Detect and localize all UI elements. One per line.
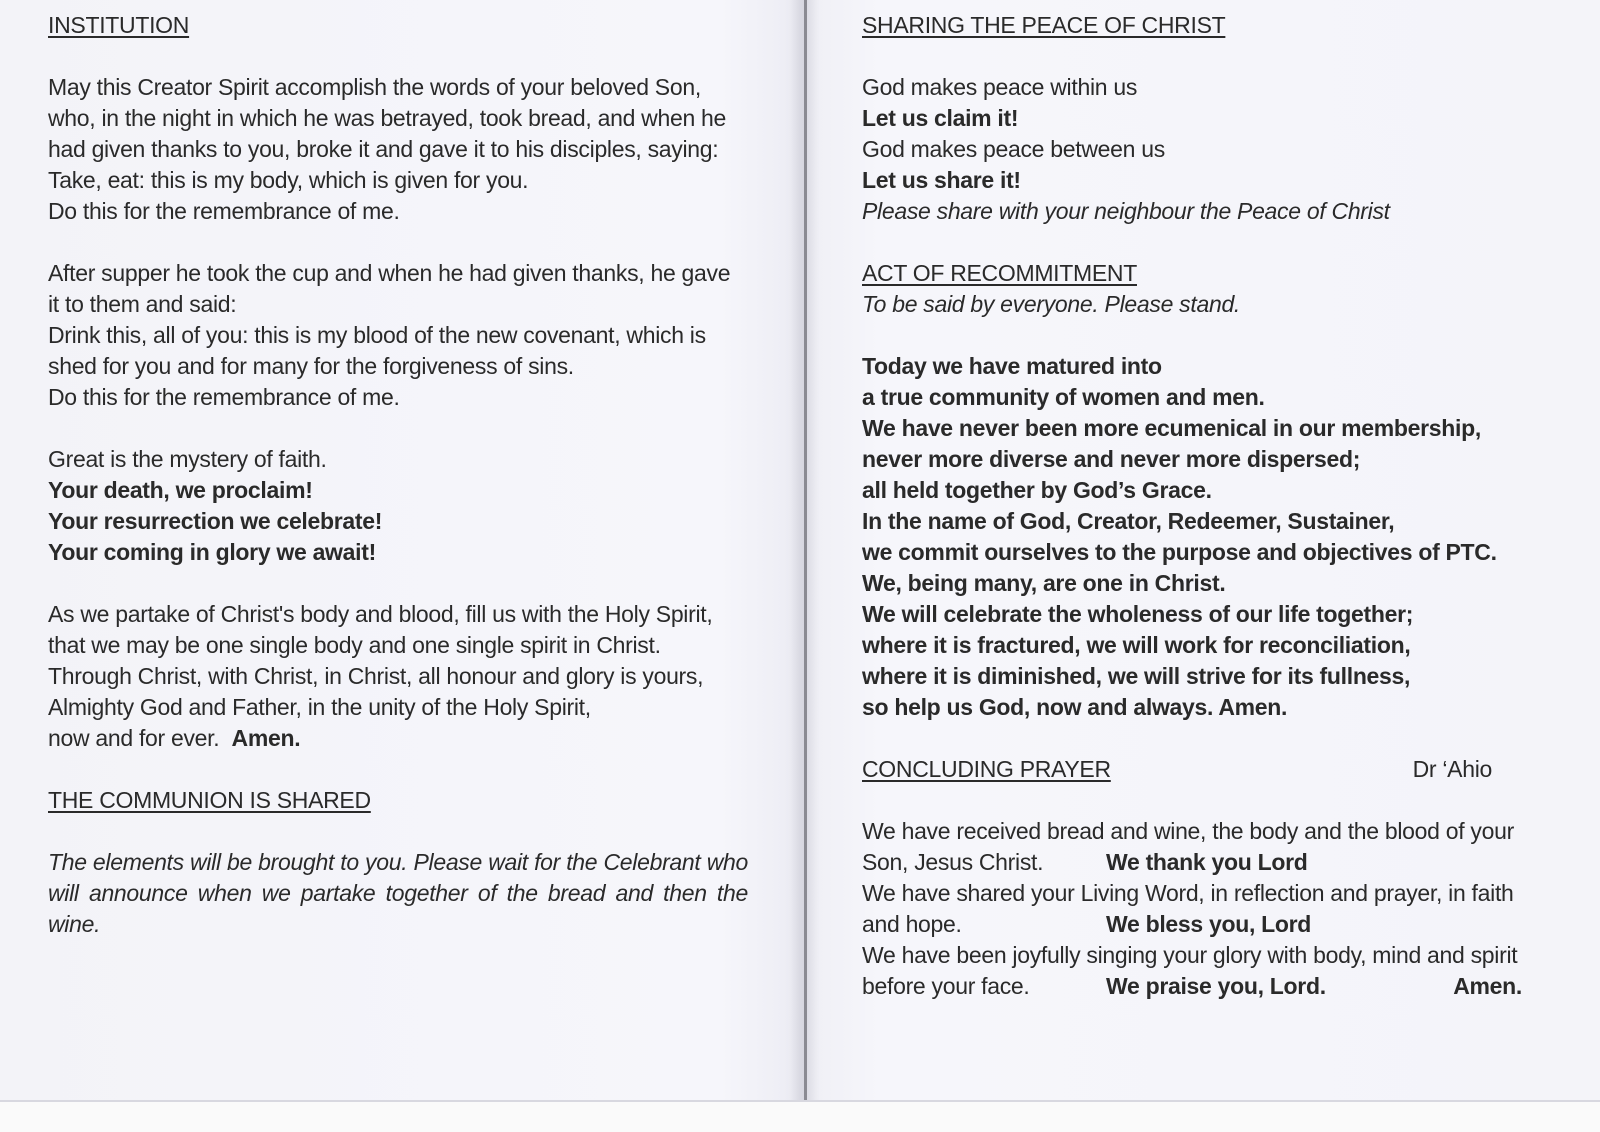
prayer-response: We bless you, Lord [1106, 911, 1312, 937]
prayer-line: where it is diminished, we will strive for its fullness, [862, 663, 1411, 689]
peace-line: God makes peace between us [862, 136, 1165, 162]
prayer-line: We have shared your Living Word, in reflection and prayer, in faith [862, 880, 1514, 906]
mystery-line: Great is the mystery of faith. [48, 446, 327, 472]
prayer-line: We, being many, are one in Christ. [862, 570, 1226, 596]
text-line-with-amen [48, 723, 748, 754]
amen-response: Amen. [1453, 973, 1522, 999]
prayer-text: Son, Jesus Christ. [862, 849, 1044, 875]
text-line: Through Christ, with Christ, in Christ, all honour and glory is yours, [48, 663, 704, 689]
institution-paragraph-2 [48, 258, 748, 413]
institution-paragraph-1 [48, 72, 748, 227]
communion-heading: THE COMMUNION IS SHARED [48, 787, 371, 813]
communion-instruction: The elements will be brought to you. Please wait for the Celebrant who will announce when we partake together of the bread and then the wine. [48, 849, 748, 937]
prayer-line: In the name of God, Creator, Redeemer, Sustainer, [862, 508, 1395, 534]
prayer-line: we commit ourselves to the purpose and objectives of PTC. [862, 539, 1497, 565]
prayer-line: We will celebrate the wholeness of our life together; [862, 601, 1414, 627]
concluding-heading: CONCLUDING PRAYER [862, 756, 1111, 782]
left-page [48, 10, 748, 940]
text-line: who, in the night in which he was betrayed, took bread, and when he [48, 105, 727, 131]
text-line: now and for ever. [48, 725, 220, 751]
recommitment-prayer [862, 351, 1532, 723]
text-line: shed for you and for many for the forgiveness of sins. [48, 353, 574, 379]
prayer-response: We praise you, Lord. [1106, 973, 1326, 999]
prayer-line-with-response [862, 847, 1522, 878]
prayer-response: We thank you Lord [1106, 849, 1308, 875]
text-line: Drink this, all of you: this is my blood of the new covenant, which is [48, 322, 706, 348]
text-line: had given thanks to you, broke it and gave it to his disciples, saying: [48, 136, 719, 162]
prayer-line: We have never been more ecumenical in our membership, [862, 415, 1481, 441]
prayer-text: before your face. [862, 973, 1030, 999]
recommitment-instruction: To be said by everyone. Please stand. [862, 291, 1241, 317]
text-line: Take, eat: this is my body, which is given for you. [48, 167, 529, 193]
acclamation-line: Your resurrection we celebrate! [48, 508, 383, 534]
peace-line: God makes peace within us [862, 74, 1138, 100]
concluding-prayer [862, 816, 1522, 1002]
text-line: As we partake of Christ's body and blood, fill us with the Holy Spirit, [48, 601, 713, 627]
text-line: that we may be one single body and one single spirit in Christ. [48, 632, 661, 658]
recommitment-heading: ACT OF RECOMMITMENT [862, 260, 1137, 286]
amen-response: Amen. [231, 725, 301, 751]
page-fold [804, 0, 807, 1100]
prayer-line: We have received bread and wine, the body and the blood of your [862, 818, 1514, 844]
prayer-line: all held together by God’s Grace. [862, 477, 1212, 503]
prayer-leader: Dr ‘Ahio [1412, 756, 1492, 782]
prayer-line: a true community of women and men. [862, 384, 1265, 410]
text-line: May this Creator Spirit accomplish the words of your beloved Son, [48, 74, 701, 100]
acclamation-line: Your coming in glory we await! [48, 539, 376, 565]
institution-heading: INSTITUTION [48, 12, 190, 38]
peace-response: Let us claim it! [862, 105, 1019, 131]
prayer-line-with-response [862, 909, 1522, 940]
concluding-heading-row [862, 754, 1492, 785]
peace-heading: SHARING THE PEACE OF CHRIST [862, 12, 1226, 38]
mystery-of-faith [48, 444, 748, 568]
prayer-line: never more diverse and never more dispersed; [862, 446, 1361, 472]
text-line: it to them and said: [48, 291, 237, 317]
right-page [862, 10, 1532, 1002]
prayer-line: Today we have matured into [862, 353, 1162, 379]
prayer-line: where it is fractured, we will work for reconciliation, [862, 632, 1411, 658]
text-line: Do this for the remembrance of me. [48, 384, 400, 410]
text-line: Do this for the remembrance of me. [48, 198, 400, 224]
prayer-line: We have been joyfully singing your glory with body, mind and spirit [862, 942, 1518, 968]
institution-paragraph-3 [48, 599, 748, 754]
prayer-text: and hope. [862, 911, 962, 937]
text-line: After supper he took the cup and when he had given thanks, he gave [48, 260, 731, 286]
peace-response: Let us share it! [862, 167, 1021, 193]
peace-instruction: Please share with your neighbour the Peace of Christ [862, 198, 1390, 224]
prayer-line: so help us God, now and always. Amen. [862, 694, 1288, 720]
acclamation-line: Your death, we proclaim! [48, 477, 313, 503]
text-line: Almighty God and Father, in the unity of the Holy Spirit, [48, 694, 591, 720]
prayer-line-with-response [862, 971, 1522, 1002]
